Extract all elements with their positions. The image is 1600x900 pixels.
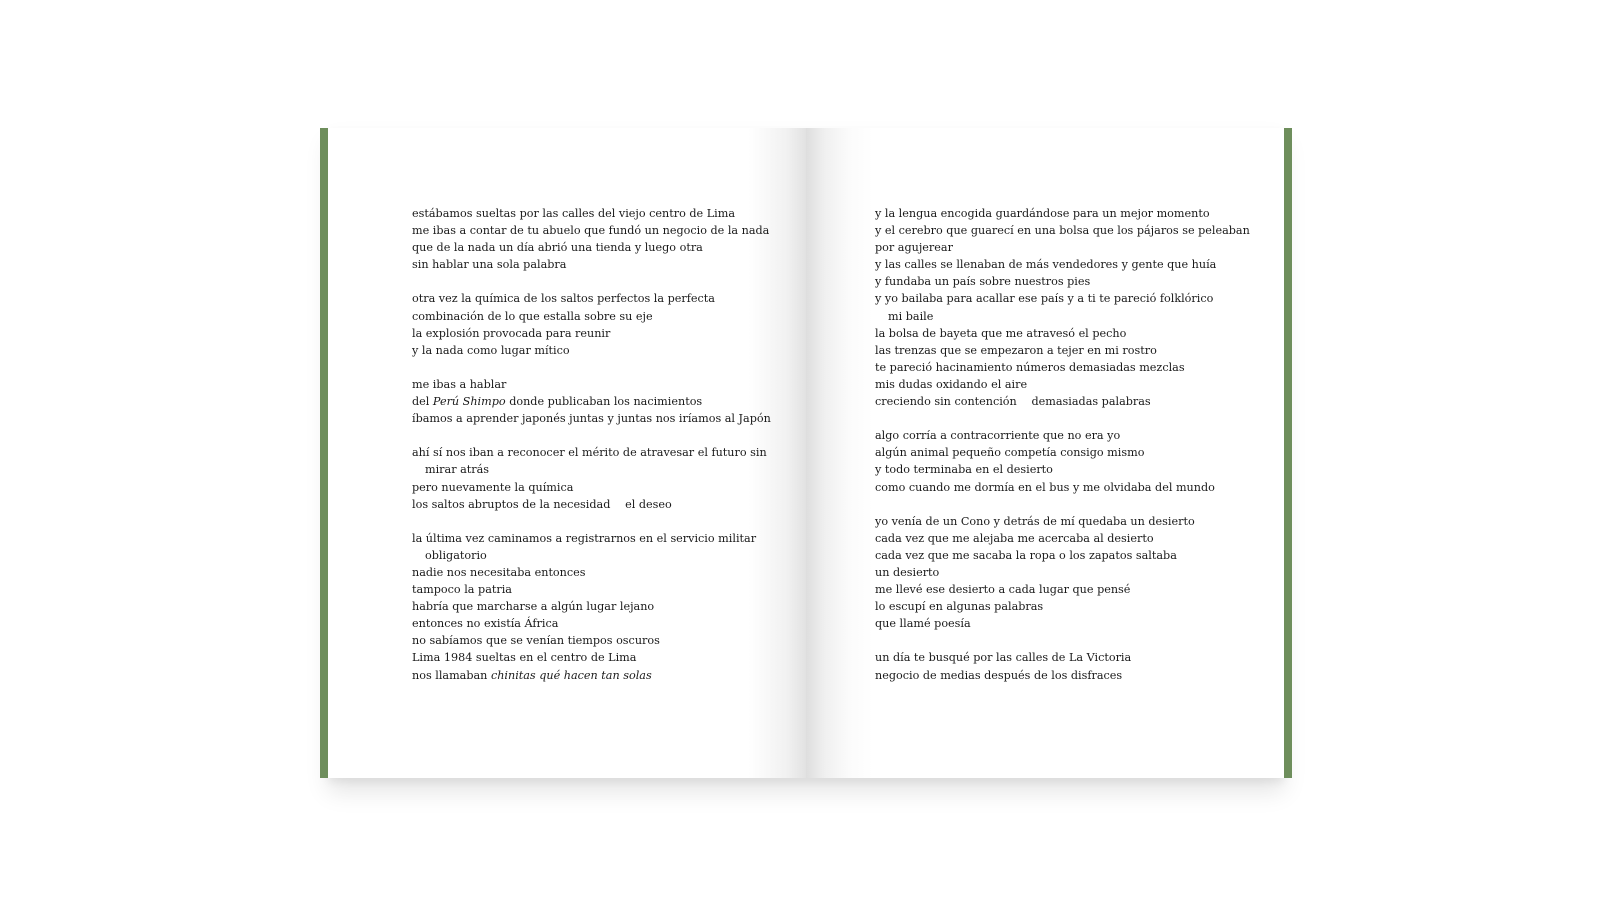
verse-line: me llevé ese desierto a cada lugar que pensé: [875, 583, 1131, 597]
verse-text: del: [412, 395, 433, 409]
verse-line: entonces no existía África: [412, 617, 559, 631]
verse-line: como cuando me dormía en el bus y me olvidaba del mundo: [875, 480, 1215, 494]
right-page: [806, 128, 1284, 778]
stanza: [412, 205, 771, 273]
verse-line-continuation: obligatorio: [425, 548, 487, 562]
verse-line: [412, 393, 771, 410]
verse-line: la explosión provocada para reunir: [412, 326, 611, 340]
verse-line: lo escupí en algunas palabras: [875, 600, 1044, 614]
stanza: [875, 649, 1250, 683]
verse-line: por agujerear: [875, 241, 953, 255]
left-page-text: [412, 205, 771, 701]
stanza: [412, 376, 771, 427]
verse-line: la bolsa de bayeta que me atravesó el pecho: [875, 326, 1127, 340]
verse-line: los saltos abruptos de la necesidad el deseo: [412, 497, 672, 511]
verse-text: donde publicaban los nacimientos: [505, 395, 703, 409]
quoted-phrase: chinitas qué hacen tan solas: [490, 668, 652, 682]
stanza: [412, 290, 771, 358]
verse-line: y las calles se llenaban de más vendedores y gente que huía: [875, 258, 1217, 272]
verse-line: y fundaba un país sobre nuestros pies: [875, 275, 1091, 289]
verse-line: que llamé poesía: [875, 617, 971, 631]
verse-line: ahí sí nos iban a reconocer el mérito de atravesar el futuro sin: [412, 446, 767, 460]
verse-line: nadie nos necesitaba entonces: [412, 565, 586, 579]
verse-line: mis dudas oxidando el aire: [875, 377, 1028, 391]
verse-line: estábamos sueltas por las calles del viejo centro de Lima: [412, 207, 736, 220]
verse-line: me ibas a contar de tu abuelo que fundó un negocio de la nada: [412, 224, 770, 238]
cover-edge-right: [1283, 128, 1292, 778]
verse-line: que de la nada un día abrió una tienda y luego otra: [412, 241, 703, 255]
verse-line: negocio de medias después de los disfraces: [875, 668, 1123, 682]
verse-text: nos llamaban: [412, 668, 491, 682]
stanza: [875, 513, 1250, 633]
left-page: [328, 128, 806, 778]
verse-line: y la lengua encogida guardándose para un mejor momento: [875, 207, 1210, 220]
verse-line: sin hablar una sola palabra: [412, 258, 567, 272]
verse-line: y yo bailaba para acallar ese país y a ti te pareció folklórico: [875, 292, 1214, 306]
verse-line: creciendo sin contención demasiadas palabras: [875, 395, 1151, 409]
verse-line: me ibas a hablar: [412, 377, 507, 391]
verse-line: y el cerebro que guarecí en una bolsa que los pájaros se peleaban: [875, 224, 1250, 238]
verse-line-continuation: mi baile: [888, 309, 934, 323]
stanza: [412, 530, 771, 684]
verse-line: un desierto: [875, 565, 940, 579]
verse-line: algún animal pequeño competía consigo mismo: [875, 446, 1145, 460]
verse-line-continuation: mirar atrás: [425, 463, 490, 477]
verse-line: un día te busqué por las calles de La Victoria: [875, 651, 1132, 665]
newspaper-title: Perú Shimpo: [432, 395, 506, 409]
verse-line: algo corría a contracorriente que no era yo: [875, 429, 1121, 443]
verse-line: tampoco la patria: [412, 583, 512, 597]
verse-line: [412, 667, 771, 684]
stanza: [875, 205, 1250, 410]
verse-line: las trenzas que se empezaron a tejer en mi rostro: [875, 343, 1157, 357]
stanza: [412, 444, 771, 512]
verse-line: la última vez caminamos a registrarnos en el servicio militar: [412, 531, 757, 545]
verse-line: cada vez que me sacaba la ropa o los zapatos saltaba: [875, 548, 1177, 562]
verse-line: cada vez que me alejaba me acercaba al desierto: [875, 531, 1154, 545]
verse-line: te pareció hacinamiento números demasiadas mezclas: [875, 360, 1185, 374]
verse-line: otra vez la química de los saltos perfectos la perfecta: [412, 292, 715, 306]
verse-line: íbamos a aprender japonés juntas y juntas nos iríamos al Japón: [412, 412, 771, 426]
verse-line: Lima 1984 sueltas en el centro de Lima: [412, 651, 637, 665]
verse-line: habría que marcharse a algún lugar lejano: [412, 600, 655, 614]
stanza: [875, 427, 1250, 495]
open-book: [328, 128, 1284, 778]
verse-line: combinación de lo que estalla sobre su eje: [412, 309, 653, 323]
verse-line: yo venía de un Cono y detrás de mí quedaba un desierto: [875, 514, 1195, 528]
verse-line: y todo terminaba en el desierto: [875, 463, 1053, 477]
verse-line: pero nuevamente la química: [412, 480, 574, 494]
right-page-text: [875, 205, 1250, 701]
verse-line: y la nada como lugar mítico: [412, 343, 570, 357]
verse-line: no sabíamos que se venían tiempos oscuros: [412, 634, 660, 648]
